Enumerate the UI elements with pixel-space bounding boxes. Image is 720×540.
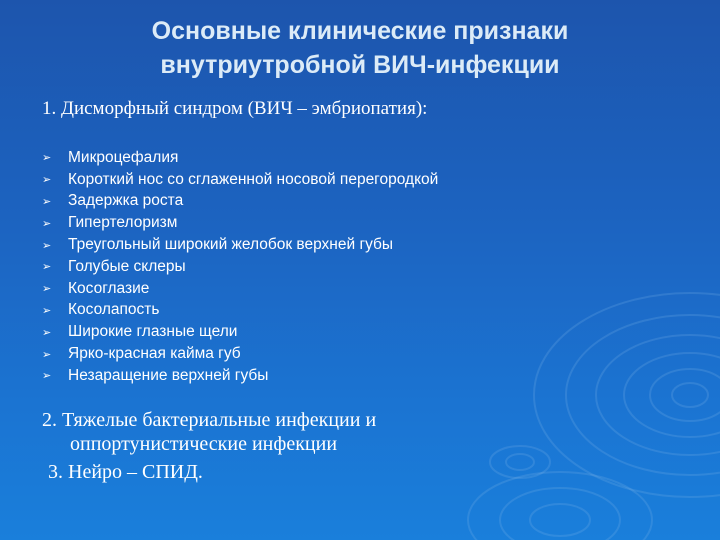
section-2-line-1: 2. Тяжелые бактериальные инфекции и [42, 409, 377, 431]
list-item-text: Ярко-красная кайма губ [68, 345, 241, 363]
section-3-heading: 3. Нейро – СПИД. [48, 461, 203, 483]
list-item-text: Короткий нос со сглаженной носовой перегородкой [68, 170, 439, 188]
symptom-list [42, 147, 438, 387]
arrow-bullet-icon: ➢ [42, 238, 52, 252]
list-item [42, 191, 438, 213]
title-line-1: Основные клинические признаки [151, 17, 569, 45]
arrow-bullet-icon: ➢ [42, 303, 52, 317]
list-item-text: Широкие глазные щели [68, 323, 238, 341]
arrow-bullet-icon: ➢ [42, 282, 52, 296]
list-item [42, 365, 438, 387]
arrow-bullet-icon: ➢ [42, 347, 52, 361]
list-item-text: Косоглазие [68, 279, 150, 297]
list-item-text: Микроцефалия [68, 148, 179, 166]
list-item-text: Голубые склеры [68, 257, 186, 275]
list-item [42, 278, 438, 300]
list-item [42, 343, 438, 365]
arrow-bullet-icon: ➢ [42, 173, 52, 187]
list-item [42, 169, 438, 191]
arrow-bullet-icon: ➢ [42, 216, 52, 230]
section-2-heading [42, 408, 542, 456]
title-line-2: внутриутробной ВИЧ-инфекции [160, 51, 560, 79]
list-item-text: Косолапость [68, 301, 160, 319]
list-item-text: Гипертелоризм [68, 214, 178, 232]
arrow-bullet-icon: ➢ [42, 194, 52, 208]
list-item [42, 234, 438, 256]
arrow-bullet-icon: ➢ [42, 369, 52, 383]
list-item [42, 147, 438, 169]
section-2-line-2: оппортунистические инфекции [70, 433, 338, 455]
list-item [42, 321, 438, 343]
arrow-bullet-icon: ➢ [42, 325, 52, 339]
list-item-text: Задержка роста [68, 192, 184, 210]
section-1-heading: 1. Дисморфный синдром (ВИЧ – эмбриопатия): [42, 98, 428, 119]
list-item-text: Треугольный широкий желобок верхней губы [68, 236, 394, 254]
arrow-bullet-icon: ➢ [42, 151, 52, 165]
arrow-bullet-icon: ➢ [42, 260, 52, 274]
list-item [42, 212, 438, 234]
list-item [42, 256, 438, 278]
slide-title [90, 14, 630, 82]
list-item-text: Незаращение верхней губы [68, 366, 269, 384]
list-item [42, 300, 438, 322]
